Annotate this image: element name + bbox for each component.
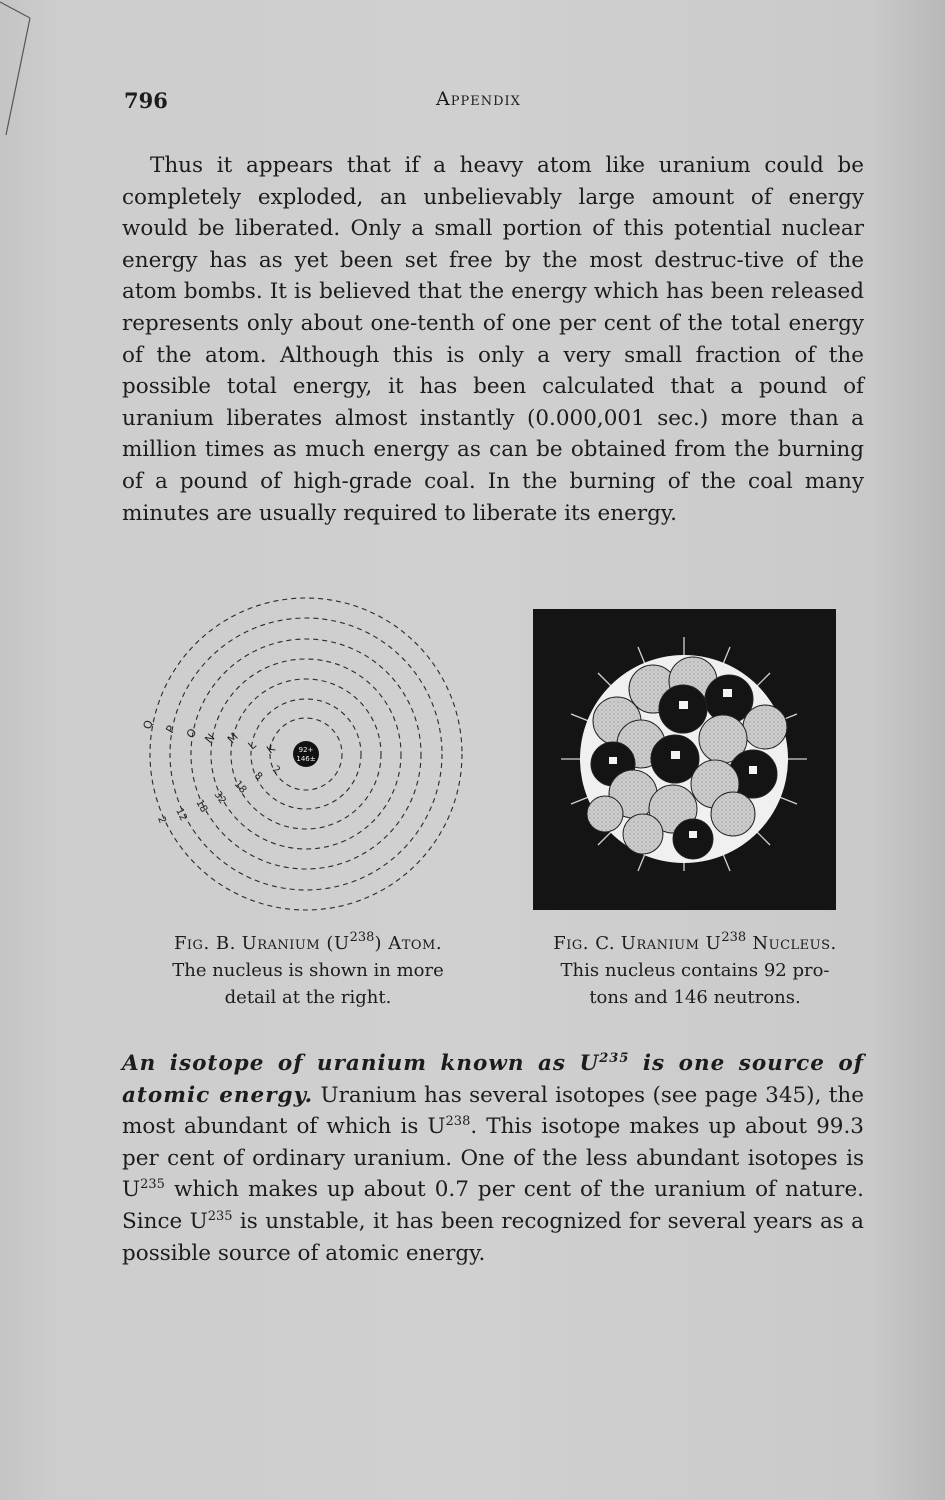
isotope-heading-end: is one source of atomic energy. <box>122 1051 864 1108</box>
paragraph-isotope <box>122 1048 864 1269</box>
shell-label-n: N <box>202 731 218 746</box>
isotope-superscript-3: 235 <box>207 1208 233 1224</box>
paragraph-isotope-text <box>122 1048 864 1269</box>
nucleus-protons-label: 92+ <box>298 746 314 754</box>
figure-c-title-end: Nucleus. <box>746 933 837 954</box>
nucleus-drawing <box>533 609 836 910</box>
page-number: 796 <box>124 88 168 113</box>
figure-b-caption-line2: The nucleus is shown in more <box>172 960 444 981</box>
figure-c-title: Uranium U <box>620 933 722 954</box>
figure-b-caption <box>128 930 488 1011</box>
page-corner-fold <box>0 0 60 140</box>
shell-label-p: P <box>163 723 178 736</box>
shell-count-o: 18 <box>193 798 210 815</box>
figure-b-title-end: ) Atom. <box>374 933 443 954</box>
shell-label-k: K <box>264 741 278 757</box>
figure-b-caption-line3: detail at the right. <box>224 987 392 1008</box>
paragraph-energy <box>122 150 864 529</box>
figure-c-caption-line3: tons and 146 neutrons. <box>589 987 801 1008</box>
page-header <box>124 88 864 122</box>
isotope-text-1: Uranium has several isotopes (see page 345), the most abundant of which is U <box>122 1082 864 1140</box>
isotope-text-3: which makes up about 0.7 per cent of the uranium of nature. Since U <box>122 1177 864 1234</box>
running-head: Appendix <box>436 88 521 110</box>
uranium-atom-diagram <box>136 594 466 912</box>
isotope-superscript-2: 235 <box>140 1177 165 1193</box>
isotope-text-4: is unstable, it has been recognized for several years as a possible source of atomic energy. <box>122 1208 864 1266</box>
figure-c-caption-line2: This nucleus contains 92 pro- <box>560 960 830 981</box>
figure-b-label: Fig. B. <box>173 933 236 954</box>
shell-label-l: L <box>245 738 259 753</box>
isotope-superscript-1: 238 <box>445 1114 471 1130</box>
isotope-heading-superscript: 235 <box>599 1051 630 1066</box>
shell-count-n: 32 <box>211 789 228 807</box>
atom-nucleus <box>293 741 319 767</box>
shell-count-q: 2 <box>155 815 168 826</box>
isotope-heading-start: An isotope of uranium known as U <box>122 1051 600 1076</box>
shell-count-l: 8 <box>251 770 265 783</box>
shell-label-q: Q <box>140 718 156 732</box>
shell-label-o: O <box>183 726 200 741</box>
figure-b-title: Uranium (U <box>241 933 350 954</box>
figure-c-label: Fig. C. <box>553 933 616 954</box>
paragraph-energy-text: Thus it appears that if a heavy atom like uranium could be completely exploded, an unbelievably large amount of energy would be liberated. Only a small portion of this potential nuclear energy has as yet been set free by the most destruc-tive of the atom bombs. It is believed that the energy which has been released represents only about one-tenth of one per cent of the total energy of the atom. Although this is only a very small fraction of the possible total energy, it has been calculated that a pound of uranium liberates almost instantly (0.000,001 sec.) more than a million times as much energy as can be obtained from the burning of a pound of high-grade coal. In the burning of the coal many minutes are usually required to liberate its energy. <box>122 153 864 526</box>
shell-count-m: 18 <box>231 778 249 796</box>
uranium-nucleus-illustration <box>533 609 836 910</box>
figure-b-superscript: 238 <box>349 930 375 945</box>
figure-c-caption <box>515 930 875 1011</box>
shell-count-p: 12 <box>173 806 189 823</box>
shell-count-k: 2 <box>270 763 283 777</box>
figure-c-caption-title <box>515 930 875 957</box>
shell-label-m: M <box>224 730 241 747</box>
figure-c-superscript: 238 <box>721 930 747 945</box>
nucleus-neutrons-label: 146± <box>296 755 316 763</box>
isotope-text-2: . This isotope makes up about 99.3 per cent of ordinary uranium. One of the less abundant isotopes is U <box>122 1114 864 1203</box>
figure-b-caption-title <box>128 930 488 957</box>
